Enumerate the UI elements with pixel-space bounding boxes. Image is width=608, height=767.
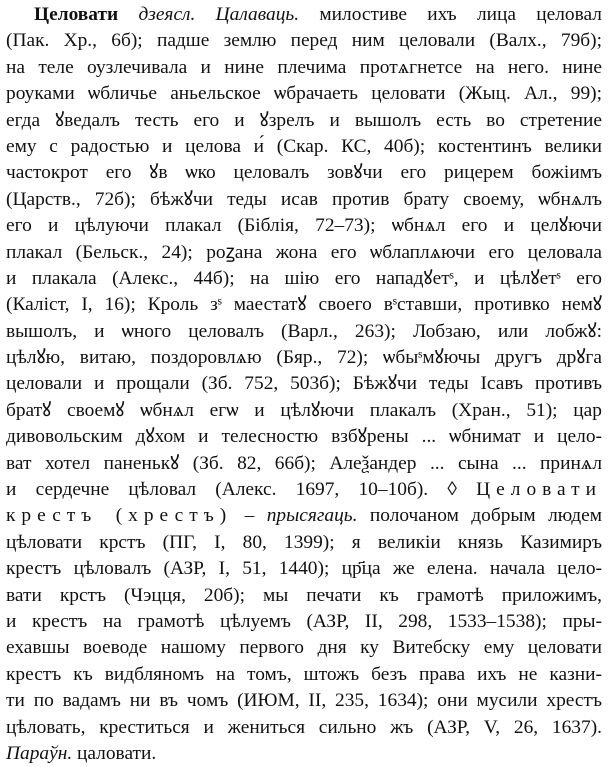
translation: Цалаваць. [215,4,300,25]
entry-line [6,292,602,318]
dictionary-entry [6,2,602,767]
entry-line [6,688,602,714]
entry-line [6,108,602,134]
entry-text: и крестъ на грамотѣ цѣлуемъ (АЗР, II, 298, 1533–1538); пры- [6,610,602,632]
entry-line [6,55,602,81]
entry-line [6,319,602,345]
entry-text: (Пак. Хр., 6б); падше землю перед ним целовали (Валх., 79б); [6,30,602,52]
entry-line [6,635,602,661]
entry-text: на теле оузлечивала и нине плечима протѧгнетсе на него. нине [6,56,602,78]
entry-text: – [232,505,267,527]
entry-text: цѣловать, креститься и жениться сильно жъ (АЗР, V, 26, 1637). [6,716,602,738]
entry-text: ему с радостью и целова и́ (Скар. КС, 40б); костентинъ велики [6,135,602,157]
entry-line [6,583,602,609]
entry-line [6,424,602,450]
entry-line [6,609,602,635]
entry-line [6,345,602,371]
comparison-label: Параўн. [6,742,73,764]
entry-line [6,213,602,239]
entry-text: цѣлꙋю, витаю, поздоровлѧю (Бяр., 72); ѡбыˢмꙋючы другъ дрꙋга [6,347,602,369]
entry-line [6,477,602,503]
entry-line [6,662,602,688]
entry-line [6,503,602,529]
entry-line [6,398,602,424]
entry-line-text: милостиве ихъ лица целовал [319,4,602,25]
entry-text: дивовольским дꙋхом и телесностю взбꙋрены ... ѡбнимат и цело- [6,426,602,448]
entry-line [6,187,602,213]
entry-body [6,28,602,741]
entry-text: егда ꙋведалъ тесть его и ꙋзрелъ и вышолъ есть во стретение [6,109,602,131]
entry-text: братꙋ своемꙋ ѡбнѧл егѡ и цѣлꙋючи плакалъ (Хран., 51); цар [6,399,602,421]
entry-line [6,266,602,292]
entry-text: целовали и прощали (Зб. 752, 503б); Бѣжꙋчи теды Ісавъ противъ [6,373,602,395]
headword: Целовати [34,4,119,25]
entry-text: ват хотел паненькꙋ (Зб. 82, 66б); Алеѯандер ... сына ... принѧл [6,452,602,474]
entry-text: ехавшы воеводе нашому первого дня ку Витебску ему целовати [6,637,602,659]
entry-text: частокрот его ꙋв ѡко целовалъ зовꙋчи его рицерем божiимъ [6,162,602,184]
entry-text: крестъ къ видбляномъ на томъ, штожъ безъ права ихъ не казни- [6,663,602,685]
entry-text: полочаном добрым людем [357,505,602,527]
entry-line [6,240,602,266]
spaced-phrase: крестъ (хрестъ) [6,505,233,527]
entry-text: и плакала (Алекс., 44б); на шiю его нападꙋетˢ, и цѣлꙋетˢ его [6,267,602,289]
entry-line [6,134,602,160]
entry-text: и сердечне цѣловал (Алекс. 1697, 10–10б). ◊ [6,479,477,501]
entry-text: крестъ цѣловалъ (АЗР, I, 51, 1440); цр҃ца же елена. начала цело- [6,558,602,580]
comparison-line [6,741,602,767]
entry-text: его и цѣлуючи плакал (Біблія, 72–73); ѡбнѧл его и целꙋючи [6,215,602,237]
entry-text: плакал (Бельск., 24); роꙁана жона его ѡблаплѧючи его целовала [6,241,602,263]
italic-gloss: прысягаць. [266,505,358,527]
entry-text: цѣловати крстъ (ПГ, I, 80, 1399); я великiи князь Казимиръ [6,531,602,553]
entry-text: (Каліст, I, 16); Кроль зˢ маестатꙋ своего вˢставши, противко немꙋ [6,294,602,316]
entry-line [6,81,602,107]
entry-line [6,28,602,54]
entry-text: вати крстъ (Чэцця, 20б); мы печати къ грамотѣ приложимъ, [6,584,602,606]
entry-text: вышолъ, и ѡного целовалъ (Варл., 263); Лобзаю, или лобжꙋ: [6,320,602,342]
entry-text: роуками ѡбличье аньельское ѡбрачаеть целовати (Жыц. Ал., 99); [6,83,602,105]
comparison-word: цаловати. [77,742,157,764]
entry-line [6,160,602,186]
part-of-speech: дзеясл. [138,4,196,25]
entry-text: ти по вадамъ ни въ чомъ (ИЮМ, II, 235, 1634); они мусили хрестъ [6,690,602,712]
entry-line [6,451,602,477]
entry-text: (Царств., 72б); бѣжꙋчи теды исав против брату своему, ѡбнѧлъ [6,188,602,210]
entry-first-line [6,2,602,28]
spaced-phrase: Целовати [476,479,602,501]
entry-line [6,556,602,582]
entry-line [6,371,602,397]
entry-line [6,715,602,741]
entry-line [6,530,602,556]
